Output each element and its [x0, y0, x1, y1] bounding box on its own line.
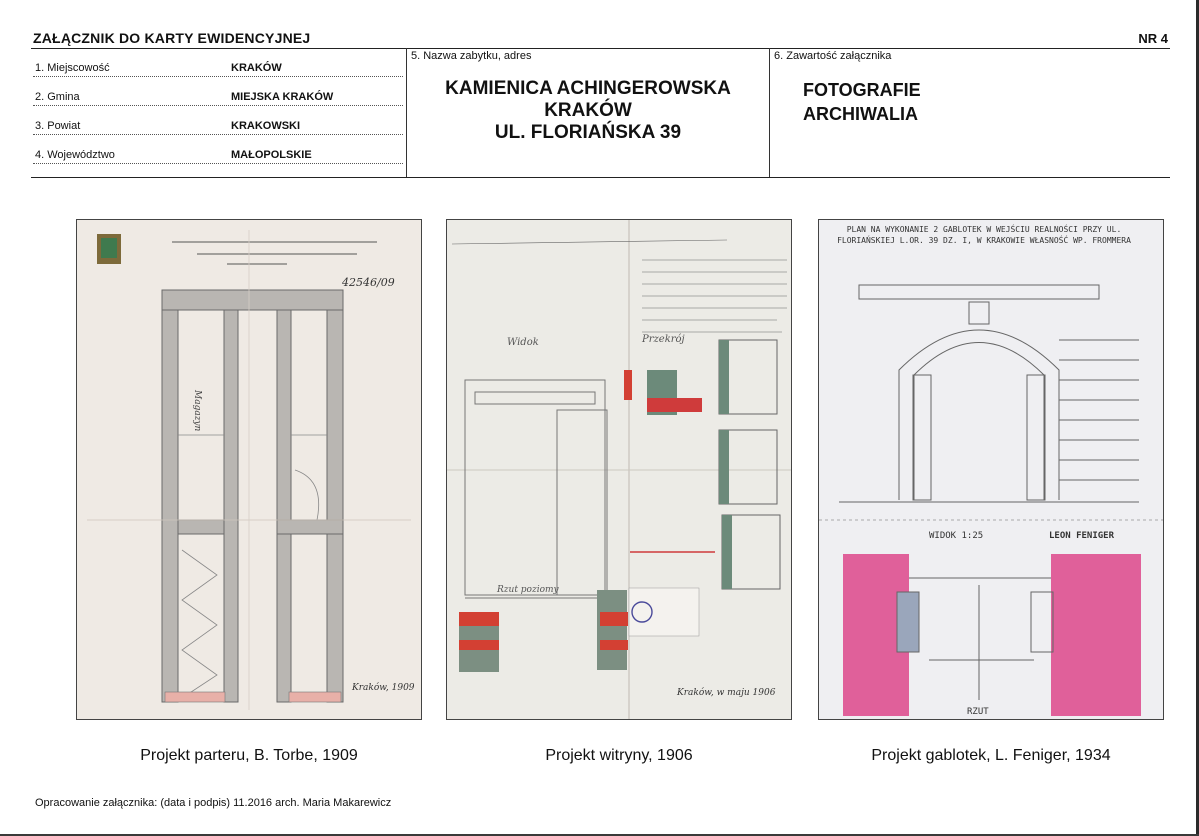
window-signature: Kraków, w maju 1906 — [677, 688, 776, 698]
architect-stamp: LEON FENIGER — [1049, 531, 1115, 541]
contents-archives: ARCHIWALIA — [803, 104, 918, 124]
attachment-number: NR 4 — [1138, 31, 1168, 46]
ground-floor-plan-drawing — [77, 220, 421, 719]
section-label: Przekrój — [642, 334, 685, 345]
monument-name-address — [407, 78, 769, 144]
prepared-by-footer: Opracowanie załącznika: (data i podpis) 11.2016 arch. Maria Makarewicz — [35, 797, 392, 809]
field-label: 1. Miejscowość — [35, 62, 110, 74]
photo-ground-floor-plan — [76, 219, 422, 720]
display-cases-drawing — [819, 220, 1164, 719]
header-bottom-rule — [31, 177, 1170, 178]
elevation-label: WIDOK 1:25 — [929, 531, 984, 541]
shop-window-drawing — [447, 220, 791, 719]
plan-view-label: RZUT — [967, 707, 989, 717]
monument-street: UL. FLORIAŃSKA 39 — [494, 122, 682, 143]
caption-shop-window: Projekt witryny, 1906 — [545, 747, 693, 764]
column-divider-2 — [769, 48, 770, 177]
caption-display-cases: Projekt gablotek, L. Feniger, 1934 — [871, 747, 1111, 764]
field-label: 2. Gmina — [35, 91, 80, 103]
attachment-contents — [803, 78, 921, 126]
monument-name: KAMIENICA ACHINGEROWSKA — [445, 78, 731, 99]
caption-ground-floor: Projekt parteru, B. Torbe, 1909 — [140, 747, 358, 764]
cases-drawing-title: PLAN NA WYKONANIE 2 GABLOTEK W WEJŚCIU REALNOŚCI PRZY UL. FLORIAŃSKIEJ L.OR. 39 DZ. I, W KRAKOWIE WŁASNOŚĆ WP. FROMMERA — [837, 225, 1131, 245]
field-miejscowosc — [33, 56, 403, 77]
field-gmina — [33, 85, 403, 106]
contents-section-label: 6. Zawartość załącznika — [774, 50, 892, 62]
photo-display-cases-design — [818, 219, 1164, 720]
photo-shop-window-design — [446, 219, 792, 720]
plan-label: Rzut poziomy — [497, 585, 559, 595]
contents-photos: FOTOGRAFIE — [803, 80, 921, 100]
field-value: KRAKÓW — [231, 62, 282, 74]
field-label: 4. Województwo — [35, 149, 115, 161]
room-label: Magazyn — [192, 390, 202, 432]
field-value: MAŁOPOLSKIE — [231, 149, 312, 161]
monument-city: KRAKÓW — [544, 100, 632, 121]
header-top-rule — [31, 48, 1170, 49]
field-powiat — [33, 114, 403, 135]
field-value: KRAKOWSKI — [231, 120, 301, 132]
view-label: Widok — [507, 337, 539, 348]
field-value: MIEJSKA KRAKÓW — [231, 91, 334, 103]
plan-signature: Kraków, 1909 — [352, 683, 415, 693]
ground-floor-handwriting: 42546/09 — [342, 276, 395, 289]
field-wojewodztwo — [33, 143, 403, 164]
monument-section-label: 5. Nazwa zabytku, adres — [411, 50, 532, 62]
field-label: 3. Powiat — [35, 120, 81, 132]
document-title: ZAŁĄCZNIK DO KARTY EWIDENCYJNEJ — [33, 30, 311, 46]
